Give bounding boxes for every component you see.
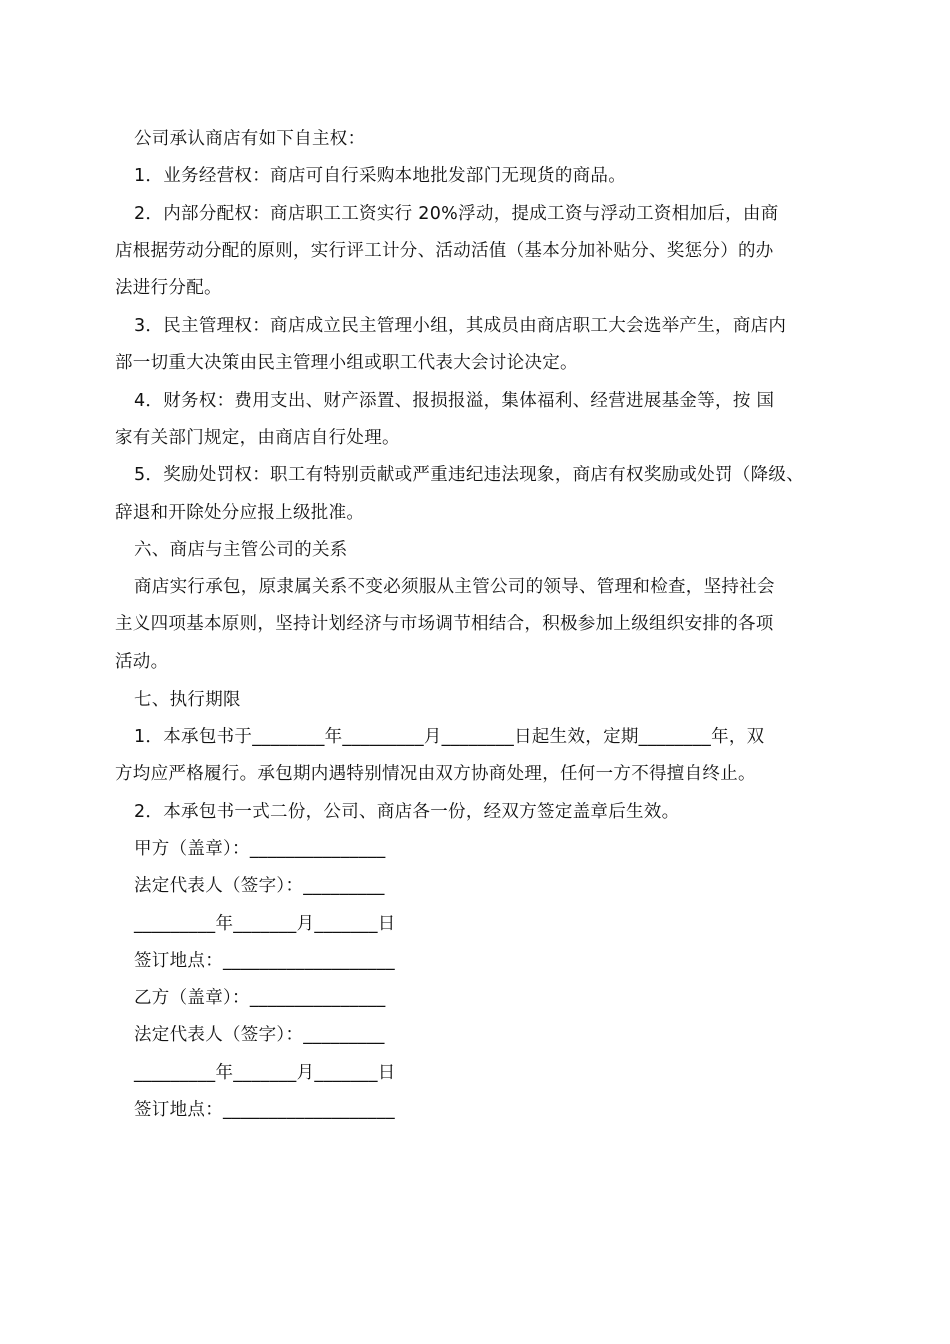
party-a-seal: 甲方（盖章）：_______________ (134, 839, 386, 859)
section-7-item-2: 2．本承包书一式二份，公司、商店各一份，经双方签定盖章后生效。 (134, 802, 680, 822)
party-b-date: _________年_______月_______日 (134, 1063, 396, 1083)
right-3-line-2: 部一切重大决策由民主管理小组或职工代表大会讨论决定。 (115, 353, 578, 373)
right-4-line-2: 家有关部门规定，由商店自行处理。 (115, 428, 400, 448)
party-a-place: 签订地点：___________________ (134, 951, 395, 971)
section-6-line-1: 商店实行承包，原隶属关系不变必须服从主管公司的领导、管理和检查，坚持社会 (134, 577, 775, 597)
party-a-date: _________年_______月_______日 (134, 914, 396, 934)
section-7-heading: 七、执行期限 (134, 690, 241, 710)
party-a-representative: 法定代表人（签字）：_________ (134, 876, 385, 896)
party-b-seal: 乙方（盖章）：_______________ (134, 988, 386, 1008)
section-7-item-1-line-1: 1．本承包书于________年_________月________日起生效，定期________年，双 (134, 727, 765, 747)
party-b-place: 签订地点：___________________ (134, 1100, 395, 1120)
right-1-line-1: 1．业务经营权：商店可自行采购本地批发部门无现货的商品。 (134, 166, 627, 186)
right-3-line-1: 3．民主管理权：商店成立民主管理小组，其成员由商店职工大会选举产生，商店内 (134, 316, 787, 336)
party-b-representative: 法定代表人（签字）：_________ (134, 1025, 385, 1045)
right-2-line-1: 2．内部分配权：商店职工工资实行 20%浮动，提成工资与浮动工资相加后，由商 (134, 204, 779, 224)
right-2-line-2: 店根据劳动分配的原则，实行评工计分、活动活值（基本分加补贴分、奖惩分）的办 (115, 241, 774, 261)
right-2-line-3: 法进行分配。 (115, 278, 222, 298)
section-6-line-3: 活动。 (115, 652, 169, 672)
section-7-item-1-line-2: 方均应严格履行。承包期内遇特别情况由双方协商处理，任何一方不得擅自终止。 (115, 764, 756, 784)
right-5-line-1: 5．奖励处罚权：职工有特别贡献或严重违纪违法现象，商店有权奖励或处罚（降级、 (134, 465, 805, 485)
right-4-line-1: 4．财务权：费用支出、财产添置、报损报溢，集体福利、经营进展基金等，按 国 (134, 391, 775, 411)
section-6-heading: 六、商店与主管公司的关系 (134, 540, 348, 560)
right-5-line-2: 辞退和开除处分应报上级批准。 (115, 503, 365, 523)
intro-paragraph: 公司承认商店有如下自主权： (134, 129, 366, 149)
section-6-line-2: 主义四项基本原则，坚持计划经济与市场调节相结合，积极参加上级组织安排的各项 (115, 614, 774, 634)
